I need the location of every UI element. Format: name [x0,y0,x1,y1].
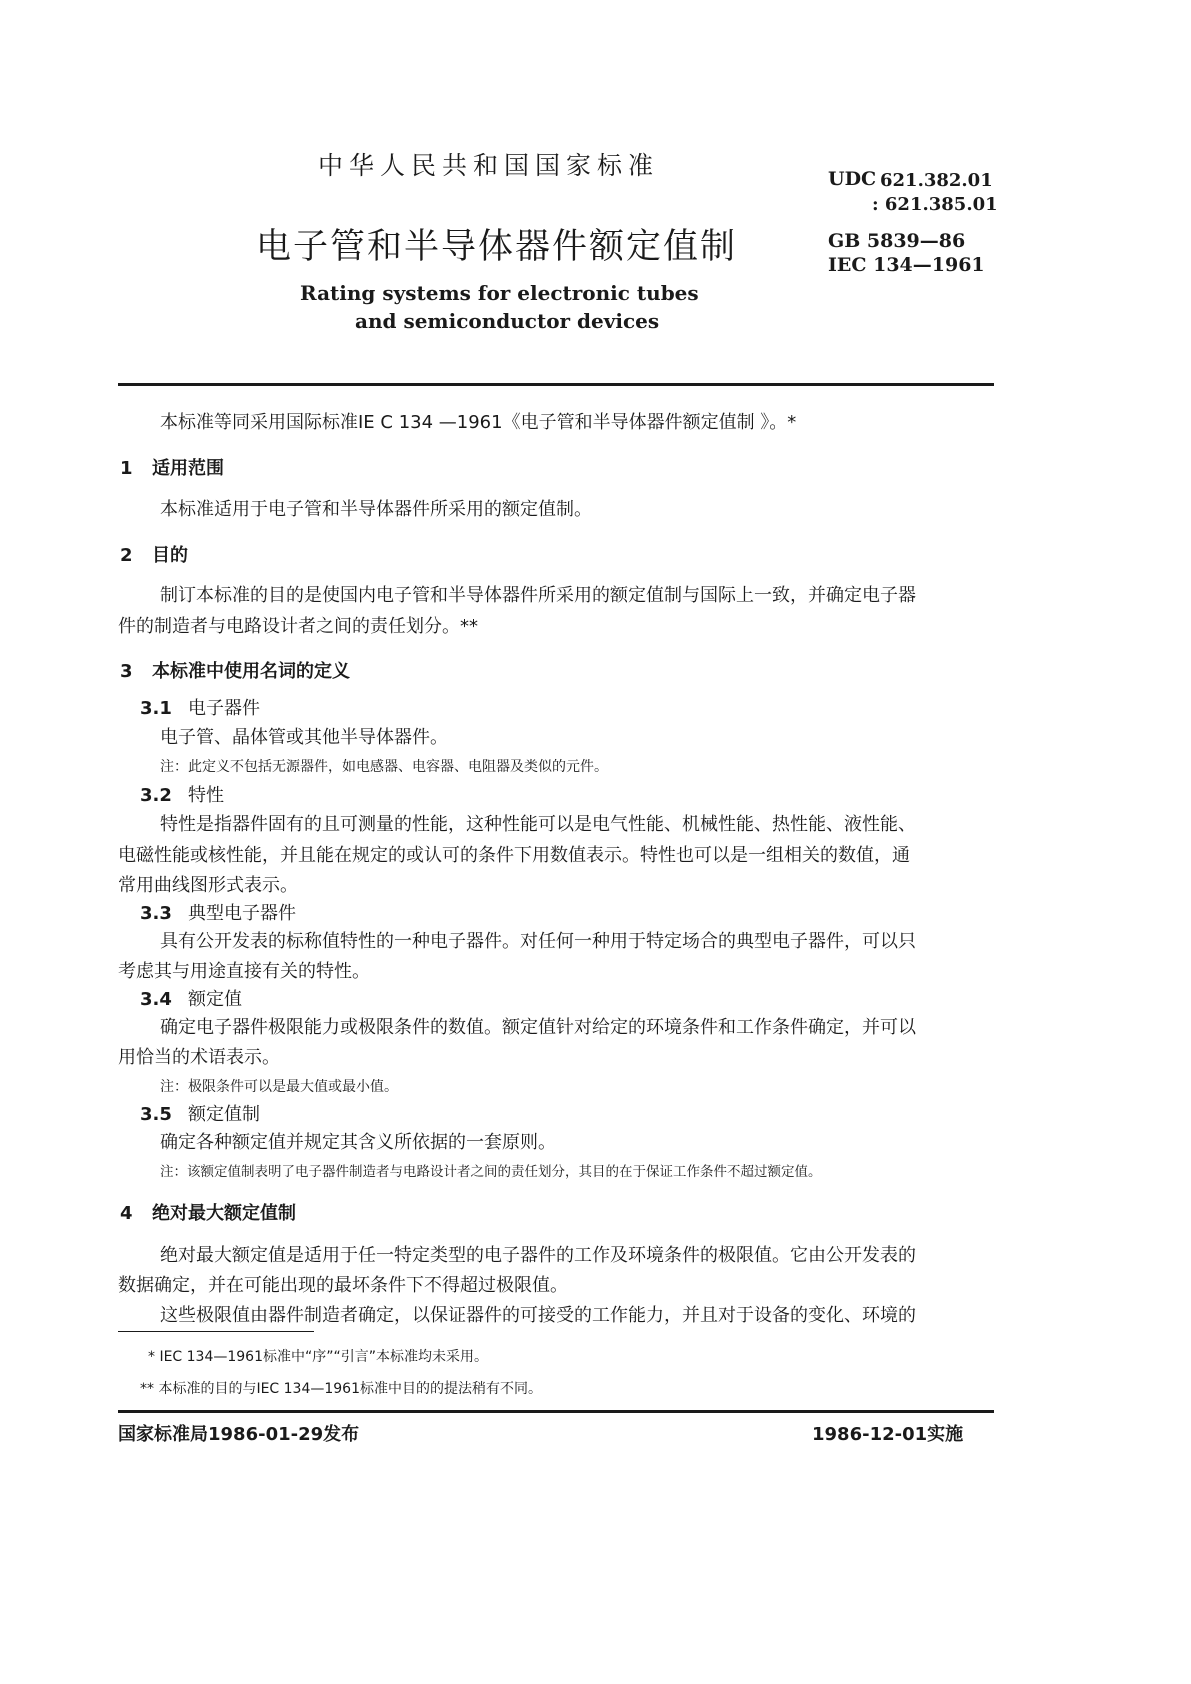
section-4-line2: 数据确定，并在可能出现的最坏条件下不得超过极限值。 [118,1275,568,1296]
document-title-en-line1: Rating systems for electronic tubes [300,281,699,305]
subsection-3-4-note: 注：极限条件可以是最大值或最小值。 [160,1079,398,1095]
section-2-body-line1: 制订本标准的目的是使国内电子管和半导体器件所采用的额定值制与国际上一致，并确定电子器 [160,585,916,606]
subsection-3-5-number: 3.5 [140,1104,172,1125]
section-2-body-line2: 件的制造者与电路设计者之间的责任划分。** [118,616,478,637]
subsection-3-3-line1: 具有公开发表的标称值特性的一种电子器件。对任何一种用于特定场合的典型电子器件，可以只 [160,931,916,952]
section-1-title: 适用范围 [152,458,224,479]
header-rule [118,383,994,386]
subsection-3-1-number: 3.1 [140,698,172,719]
section-2-title: 目的 [152,545,188,566]
subsection-3-3-number: 3.3 [140,903,172,924]
gb-standard-number: GB 5839—86 [828,230,966,252]
subsection-3-2-line1: 特性是指器件固有的且可测量的性能，这种性能可以是电气性能、机械性能、热性能、液性能、 [160,814,916,835]
subsection-3-2-title: 特性 [188,785,224,806]
footnote-2: ** 本标准的目的与IEC 134—1961标准中目的的提法稍有不同。 [140,1381,542,1397]
subsection-3-2-number: 3.2 [140,785,172,806]
subsection-3-5-body: 确定各种额定值并规定其含义所依据的一套原则。 [160,1132,556,1153]
udc-line1: 621.382.01 [880,170,993,191]
subsection-3-3-title: 典型电子器件 [188,903,296,924]
subsection-3-2-line3: 常用曲线图形式表示。 [118,875,298,896]
section-4-line3: 这些极限值由器件制造者确定，以保证器件的可接受的工作能力，并且对于设备的变化、环境的 [160,1305,916,1326]
subsection-3-4-line2: 用恰当的术语表示。 [118,1047,280,1068]
subsection-3-1-note: 注：此定义不包括无源器件，如电感器、电容器、电阻器及类似的元件。 [160,759,608,775]
subsection-3-1-body: 电子管、晶体管或其他半导体器件。 [160,727,448,748]
intro-paragraph: 本标准等同采用国际标准IE C 134 —1961《电子管和半导体器件额定值制 》。* [160,412,797,433]
subsection-3-5-note: 注：该额定值制表明了电子器件制造者与电路设计者之间的责任划分，其目的在于保证工作条件不超过额定值。 [160,1164,822,1180]
section-3-title: 本标准中使用名词的定义 [152,661,350,682]
subsection-3-5-title: 额定值制 [188,1104,260,1125]
section-4-number: 4 [120,1203,133,1224]
udc-label: UDC [828,168,877,190]
udc-line2: : 621.385.01 [872,194,998,215]
footnote-1: * IEC 134—1961标准中“序”“引言”本标准均未采用。 [148,1349,489,1365]
subsection-3-4-number: 3.4 [140,989,172,1010]
section-1-body: 本标准适用于电子管和半导体器件所采用的额定值制。 [160,499,592,520]
issue-date: 国家标准局1986-01-29发布 [118,1424,360,1445]
section-4-title: 绝对最大额定值制 [152,1203,296,1224]
subsection-3-1-title: 电子器件 [188,698,260,719]
document-title-en-line2: and semiconductor devices [355,309,660,333]
section-1-number: 1 [120,458,133,479]
national-standard-heading: 中华人民共和国国家标准 [318,151,660,180]
footer-rule [118,1410,994,1413]
effective-date: 1986-12-01实施 [812,1424,964,1445]
iec-standard-number: IEC 134—1961 [828,254,985,276]
subsection-3-4-line1: 确定电子器件极限能力或极限条件的数值。额定值针对给定的环境条件和工作条件确定，并可以 [160,1017,916,1038]
document-title-cn: 电子管和半导体器件额定值制 [256,227,738,267]
footnote-rule [118,1331,314,1332]
subsection-3-2-line2: 电磁性能或核性能，并且能在规定的或认可的条件下用数值表示。特性也可以是一组相关的数值，通 [118,845,910,866]
section-3-number: 3 [120,661,133,682]
subsection-3-3-line2: 考虑其与用途直接有关的特性。 [118,961,370,982]
section-2-number: 2 [120,545,133,566]
subsection-3-4-title: 额定值 [188,989,242,1010]
section-4-line1: 绝对最大额定值是适用于任一特定类型的电子器件的工作及环境条件的极限值。它由公开发表的 [160,1245,916,1266]
